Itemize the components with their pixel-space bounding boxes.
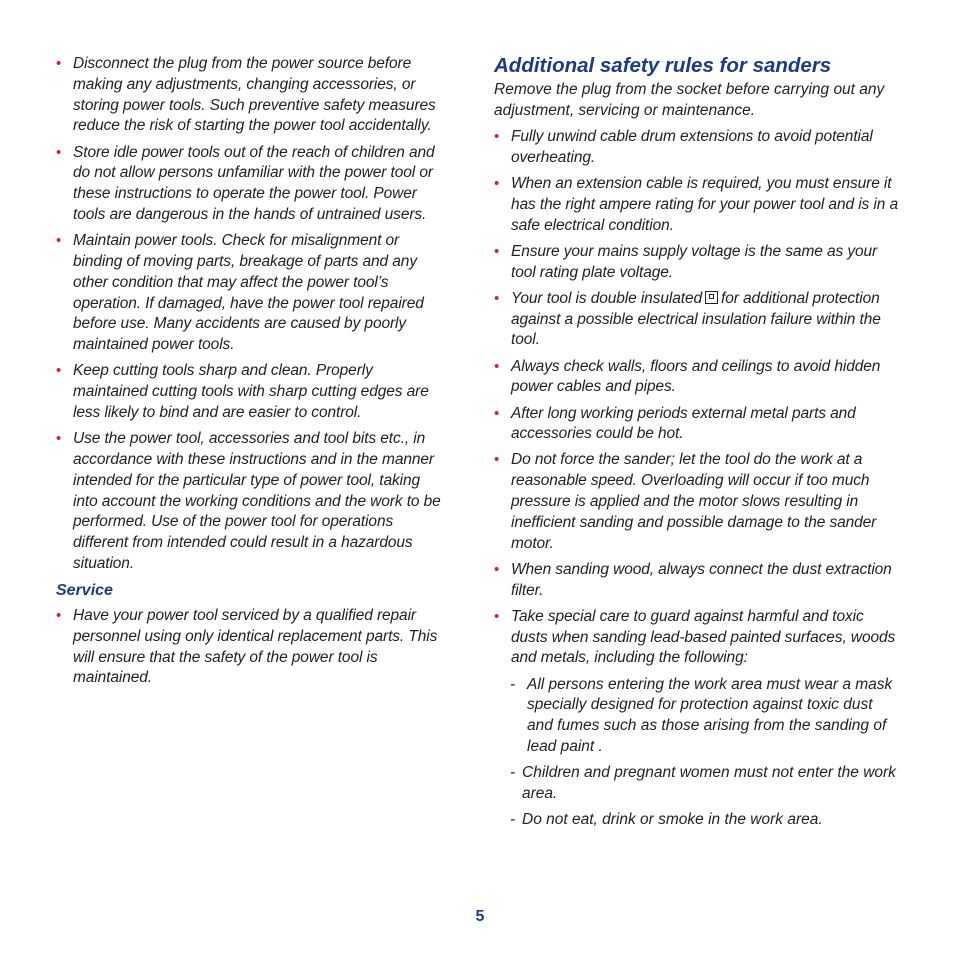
dash-item: - Do not eat, drink or smoke in the work area. <box>510 810 898 831</box>
bullet-mark: • <box>494 174 500 192</box>
bullet-mark: • <box>56 55 62 72</box>
dash-item: - All persons entering the work area must wear a mask specially designed for protection against toxic dust and fumes such as those arising from the sanding of lead paint . <box>510 675 893 756</box>
list-item: • Maintain power tools. Check for misalignment or binding of moving parts, breakage of parts and any other condition that may affect the power tool’s operation. If damaged, have the power tool repaired before use. Many accidents are caused by poorly maintained power tools. <box>56 232 424 354</box>
section-heading: Additional safety rules for sanders <box>494 54 832 77</box>
bullet-mark: • <box>56 607 62 625</box>
bullet-mark: • <box>56 143 62 161</box>
list-item: • When an extension cable is required, you must ensure it has the right ampere rating for your power tool and is in a safe electrical condition. <box>494 174 898 234</box>
dash-mark: - <box>510 675 516 693</box>
bullet-mark: • <box>494 560 500 578</box>
list-item: • Always check walls, floors and ceilings to avoid hidden power cables and pipes. <box>494 357 881 396</box>
page-number: 5 <box>475 908 485 925</box>
list-item: • After long working periods external metal parts and accessories could be hot. <box>494 404 856 443</box>
list-item: • Use the power tool, accessories and tool bits etc., in accordance with these instructions and in the manner intended for the particular type of power tool, taking into account the working conditions and the work to be performed. Use of the power tool for operations different from intended could result in a hazardous situation. <box>56 430 441 572</box>
list-item: • Keep cutting tools sharp and clean. Properly maintained cutting tools with sharp cutting edges are less likely to bind and are easier to control. <box>56 362 429 421</box>
list-item: • Store idle power tools out of the reach of children and do not allow persons unfamiliar with the power tool or these instructions to operate the power tool. Power tools are dangerous in the hands of untrained users. <box>56 143 435 223</box>
bullet-mark: • <box>56 232 62 250</box>
list-item: • Have your power tool serviced by a qualified repair personnel using only identical replacement parts. This will ensure that the safety of the power tool is maintained. <box>56 607 438 687</box>
list-item: • Ensure your mains supply voltage is the same as your tool rating plate voltage. <box>494 242 878 281</box>
double-insulation-icon <box>705 291 718 304</box>
list-item: • Your tool is double insulated for additional protection against a possible electrical insulation failure within the tool. <box>494 289 881 349</box>
list-item: • When sanding wood, always connect the dust extraction filter. <box>494 560 892 599</box>
bullet-mark: • <box>494 451 500 469</box>
service-heading: Service <box>56 582 113 600</box>
intro-text: Remove the plug from the socket before carrying out any adjustment, servicing or maintenance. <box>494 81 885 119</box>
bullet-mark: • <box>56 362 62 380</box>
list-item: • Fully unwind cable drum extensions to avoid potential overheating. <box>494 127 873 166</box>
bullet-mark: • <box>56 430 62 448</box>
list-item: • Take special care to guard against harmful and toxic dusts when sanding lead-based painted surfaces, woods and metals, including the following: <box>494 607 896 667</box>
dash-item: - Children and pregnant women must not enter the work area. <box>510 764 896 802</box>
right-column <box>494 54 898 836</box>
bullet-mark: • <box>494 404 500 422</box>
bullet-mark: • <box>494 127 500 145</box>
left-column <box>56 54 448 695</box>
bullet-mark: • <box>494 357 500 375</box>
bullet-mark: • <box>494 607 500 625</box>
dash-list <box>494 675 898 831</box>
list-item: • Do not force the sander; let the tool do the work at a reasonable speed. Overloading will occur if too much pressure is applied and the motor slows resulting in inefficient sanding and possible damage to the sander motor. <box>494 451 877 552</box>
dash-mark: - <box>510 811 516 829</box>
dash-mark: - <box>510 764 516 782</box>
bullet-mark: • <box>494 242 500 260</box>
list-item: • Disconnect the plug from the power source before making any adjustments, changing accessories, or storing power tools. Such preventive safety measures reduce the risk of starting the power tool accidentally. <box>56 55 436 135</box>
bullet-mark: • <box>494 289 500 307</box>
